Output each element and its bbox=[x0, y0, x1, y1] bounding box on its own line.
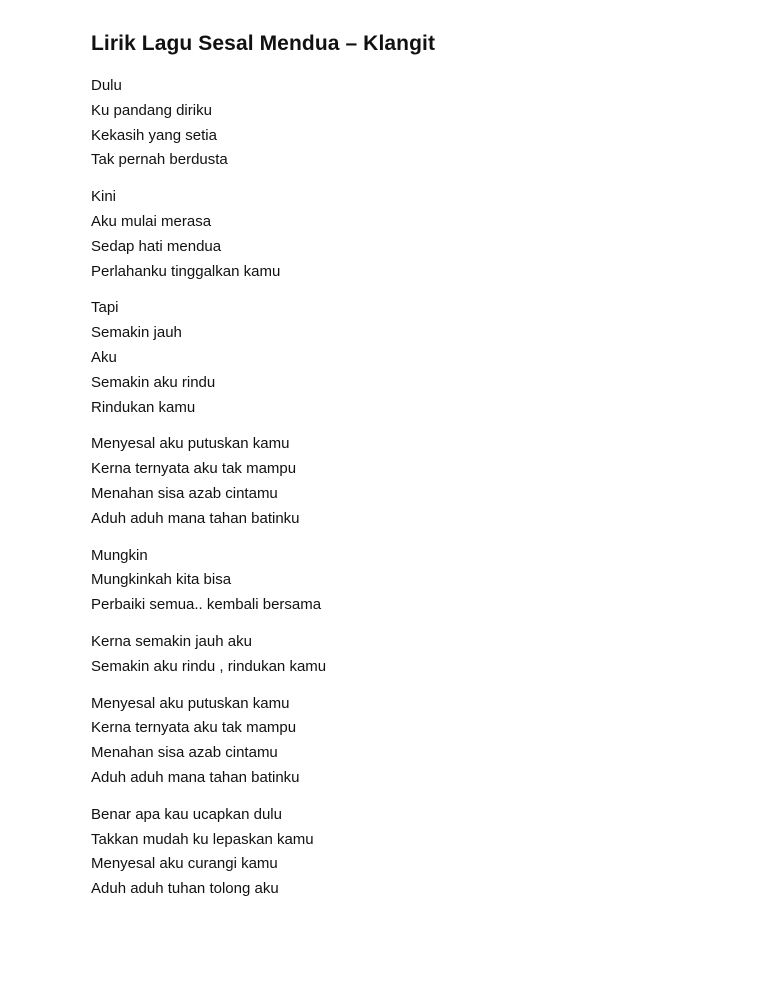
lyric-line: Aku mulai merasa bbox=[91, 212, 212, 230]
lyric-line: Ku pandang diriku bbox=[91, 101, 212, 119]
lyric-line: Kerna ternyata aku tak mampu bbox=[91, 719, 297, 737]
lyric-line: Aku bbox=[91, 348, 117, 366]
document-page bbox=[91, 28, 731, 914]
lyric-line: Kerna semakin jauh aku bbox=[91, 632, 252, 650]
lyric-line: Menyesal aku curangi kamu bbox=[91, 855, 278, 873]
stanza-2 bbox=[91, 185, 731, 284]
lyric-line: Semakin aku rindu bbox=[91, 373, 216, 391]
lyric-line: Tak pernah berdusta bbox=[91, 151, 228, 169]
stanza-3 bbox=[91, 296, 731, 420]
lyric-line: Menahan sisa azab cintamu bbox=[91, 744, 278, 762]
lyric-line: Perbaiki semua.. kembali bersama bbox=[91, 596, 322, 614]
lyric-line: Aduh aduh mana tahan batinku bbox=[91, 509, 300, 527]
stanza-7 bbox=[91, 692, 731, 791]
lyric-line: Menahan sisa azab cintamu bbox=[91, 484, 278, 502]
lyric-line: Sedap hati mendua bbox=[91, 237, 222, 255]
lyric-line: Benar apa kau ucapkan dulu bbox=[91, 805, 282, 823]
lyric-line: Menyesal aku putuskan kamu bbox=[91, 694, 290, 712]
stanza-8 bbox=[91, 803, 731, 902]
stanza-1 bbox=[91, 74, 731, 173]
stanza-5 bbox=[91, 544, 731, 618]
lyric-line: Mungkin bbox=[91, 546, 148, 564]
lyric-line: Semakin aku rindu , rindukan kamu bbox=[91, 657, 327, 675]
page-title: Lirik Lagu Sesal Mendua – Klangit bbox=[91, 32, 436, 55]
lyric-line: Kekasih yang setia bbox=[91, 126, 217, 144]
lyric-line: Kerna ternyata aku tak mampu bbox=[91, 460, 297, 478]
lyric-line: Tapi bbox=[91, 299, 119, 317]
stanza-6 bbox=[91, 630, 731, 680]
lyric-line: Aduh aduh mana tahan batinku bbox=[91, 768, 300, 786]
lyric-line: Perlahanku tinggalkan kamu bbox=[91, 262, 281, 280]
lyric-line: Dulu bbox=[91, 77, 122, 94]
stanza-4 bbox=[91, 432, 731, 531]
lyric-line: Menyesal aku putuskan kamu bbox=[91, 435, 290, 453]
lyric-line: Rindukan kamu bbox=[91, 398, 196, 416]
lyric-line: Mungkinkah kita bisa bbox=[91, 571, 232, 589]
lyric-line: Aduh aduh tuhan tolong aku bbox=[91, 880, 279, 898]
lyric-line: Takkan mudah ku lepaskan kamu bbox=[91, 830, 314, 848]
lyric-line: Semakin jauh bbox=[91, 324, 182, 342]
lyric-line: Kini bbox=[91, 188, 117, 206]
